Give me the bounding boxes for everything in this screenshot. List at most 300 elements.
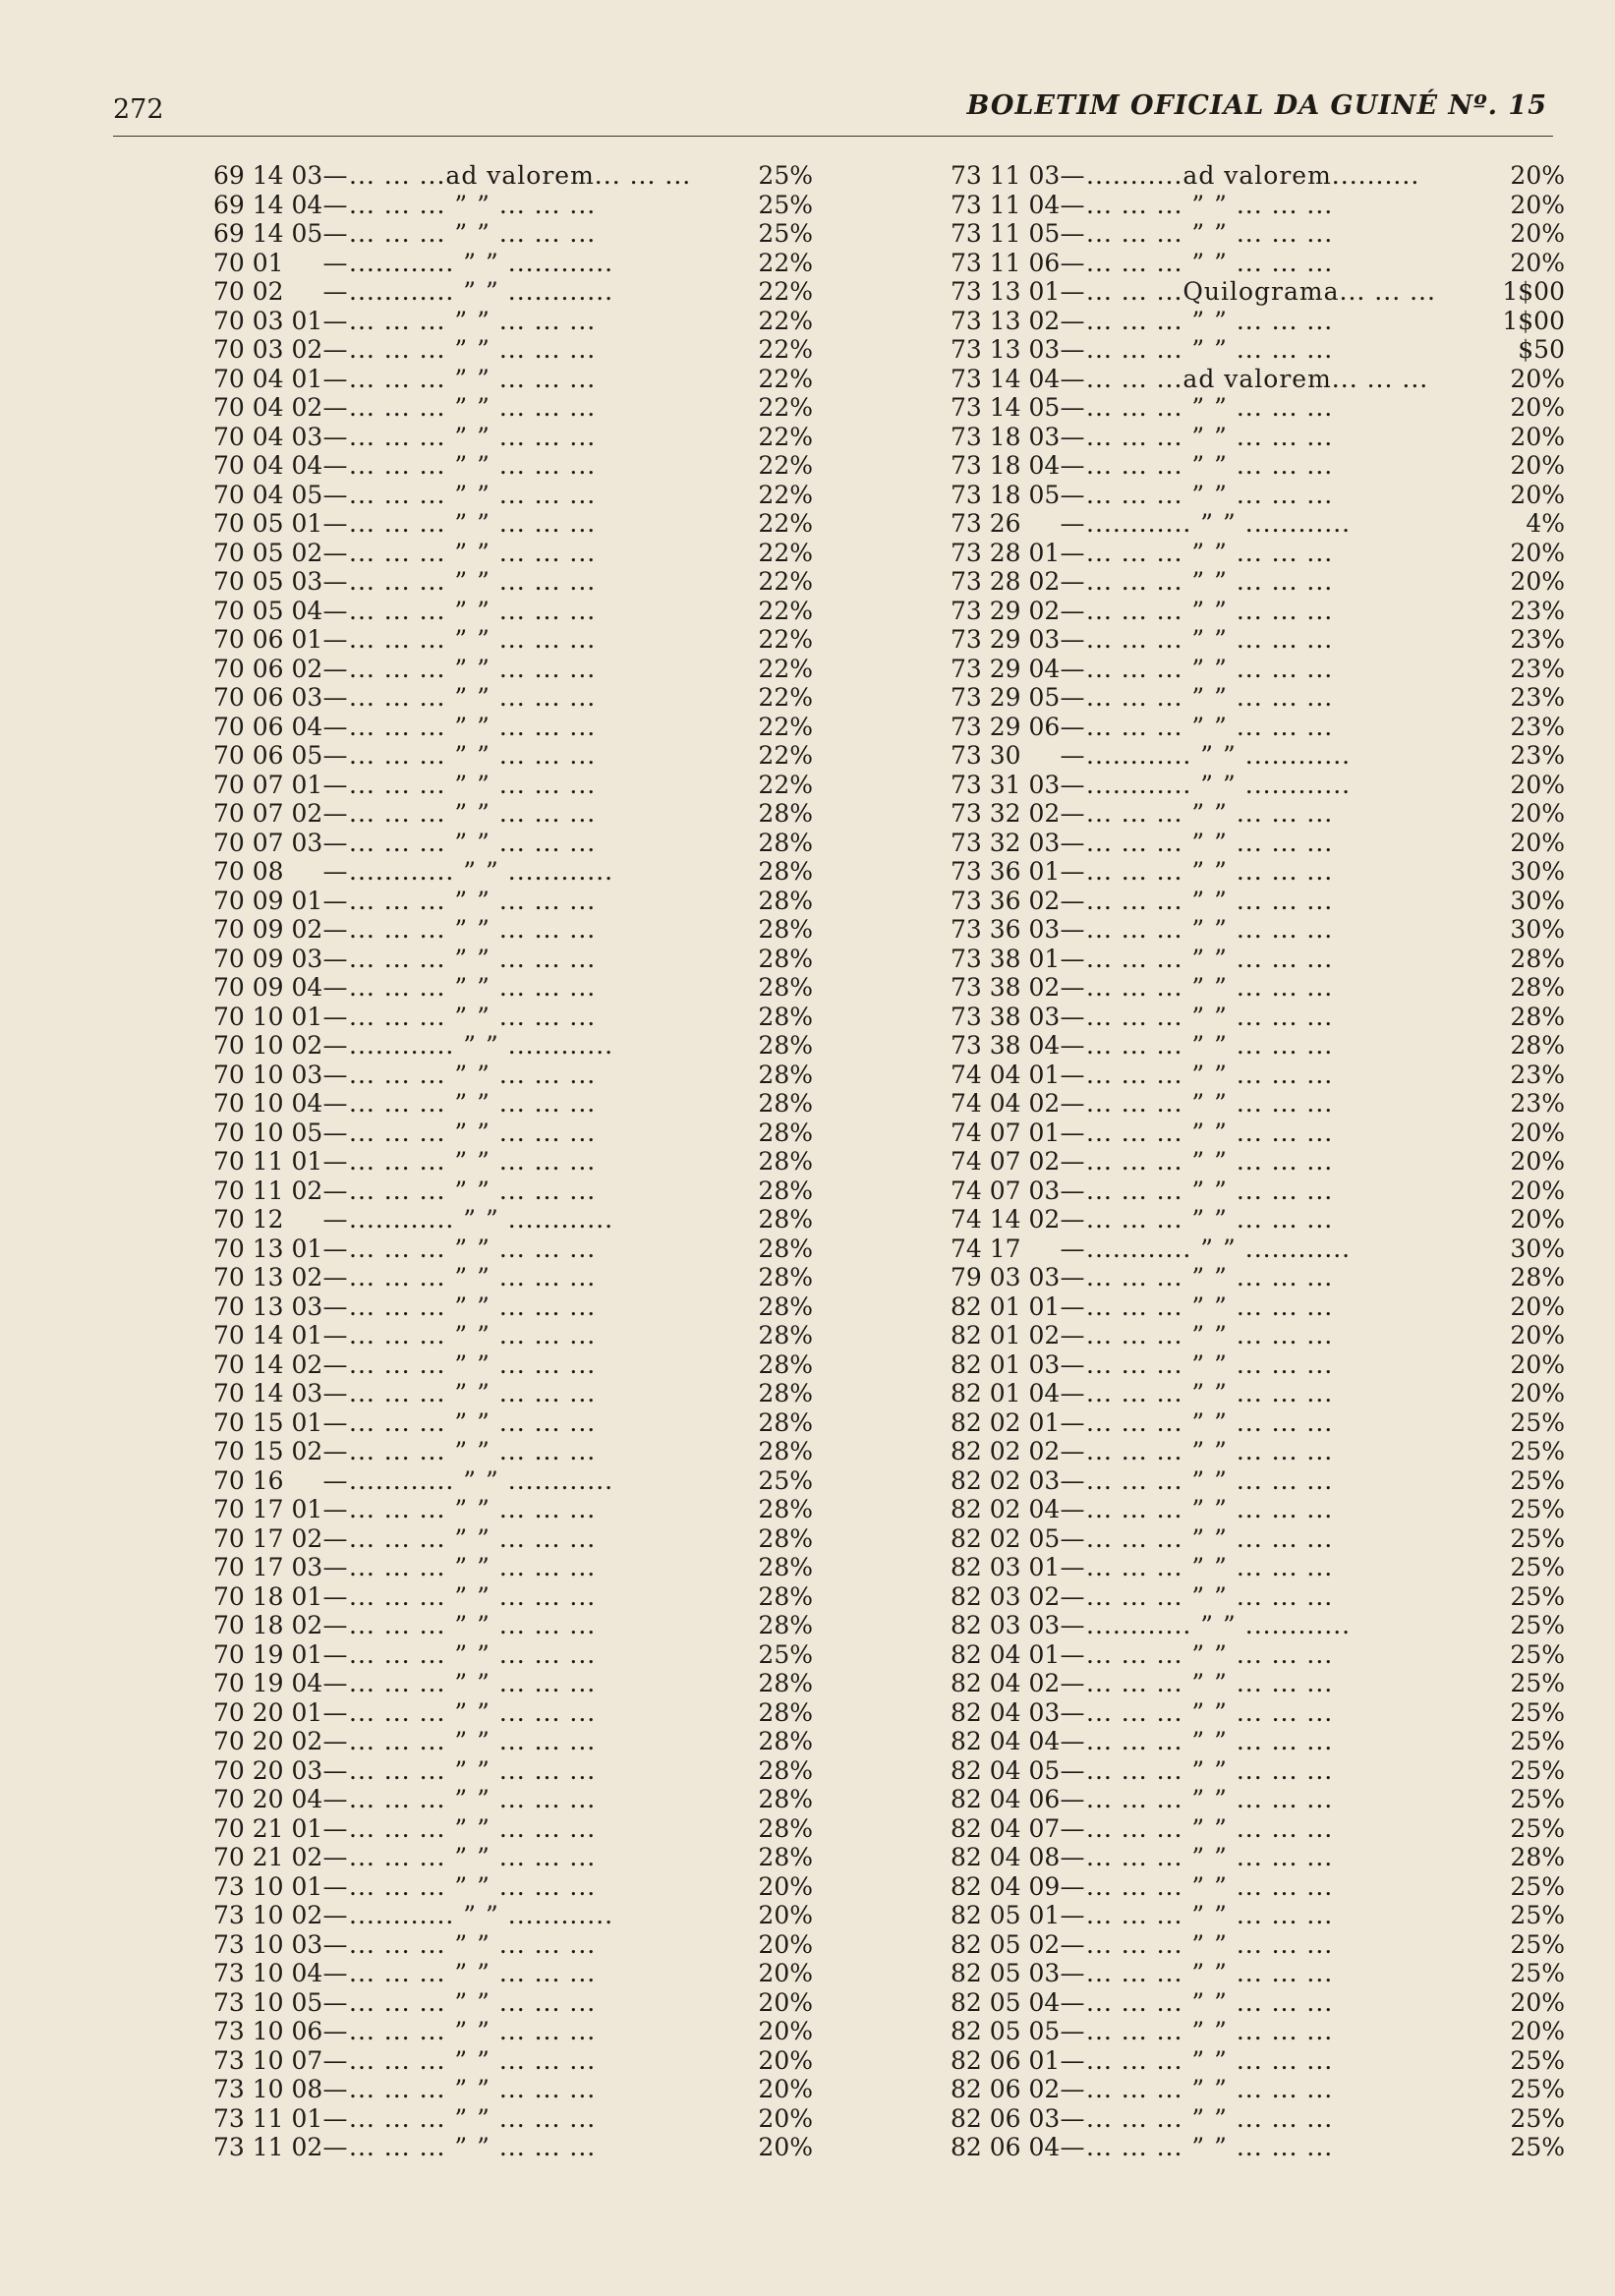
tariff-row <box>951 161 1565 191</box>
tariff-code: 70 10 02 <box>213 1031 323 1060</box>
dash-separator: — <box>322 277 348 306</box>
dash-separator: — <box>1060 973 1085 1002</box>
dash-separator: — <box>322 451 348 480</box>
tariff-description: ... ... ... ” ” ... ... ... <box>349 1118 597 1147</box>
tariff-code: 70 02 <box>213 277 284 306</box>
tariff-description: ... ... ... ” ” ... ... ... <box>1086 915 1334 944</box>
dash-separator: — <box>1060 1465 1085 1495</box>
dash-separator: — <box>322 1755 348 1785</box>
dash-separator: — <box>1060 2045 1085 2075</box>
tariff-row <box>951 655 1565 684</box>
dash-separator: — <box>1060 1060 1085 1089</box>
dash-separator: — <box>322 1379 348 1407</box>
tariff-description: ... ... ... ” ” ... ... ... <box>349 1176 597 1205</box>
tariff-code: 73 11 06 <box>951 248 1061 277</box>
dash-separator: — <box>322 1785 348 1813</box>
dash-separator: — <box>322 1118 348 1147</box>
tariff-code: 70 17 01 <box>213 1495 323 1523</box>
tariff-code: 70 09 02 <box>213 915 323 944</box>
dash-separator: — <box>322 654 348 683</box>
tariff-code: 82 02 03 <box>951 1465 1061 1495</box>
tariff-description: ... ... ... ” ” ... ... ... <box>349 1843 597 1871</box>
dash-separator: — <box>1060 944 1085 973</box>
tariff-code: 70 06 02 <box>213 654 323 683</box>
tariff-description: ... ... ... ” ” ... ... ... <box>349 1697 597 1727</box>
tariff-row <box>951 481 1565 510</box>
tariff-row <box>951 2046 1565 2076</box>
tariff-rate: 22% <box>758 654 813 683</box>
tariff-rate: 28% <box>758 1581 813 1611</box>
tariff-description: ... ... ... ” ” ... ... ... <box>349 625 597 654</box>
tariff-description: ... ... ... ” ” ... ... ... <box>349 1379 597 1407</box>
tariff-code: 70 03 02 <box>213 335 323 364</box>
tariff-description: ... ... ... ” ” ... ... ... <box>1086 393 1334 422</box>
tariff-code: 70 14 03 <box>213 1379 323 1407</box>
tariff-rate: 28% <box>758 1031 813 1060</box>
tariff-row <box>951 2017 1565 2046</box>
tariff-rate: 25% <box>758 219 813 248</box>
tariff-row <box>951 1785 1565 1814</box>
tariff-description: ... ... ... ” ” ... ... ... <box>1086 1205 1334 1234</box>
tariff-description: ... ... ... ” ” ... ... ... <box>1086 1843 1334 1871</box>
tariff-row <box>213 655 813 684</box>
tariff-code: 74 07 02 <box>951 1147 1061 1176</box>
tariff-code: 74 04 01 <box>951 1060 1061 1089</box>
tariff-code: 70 18 02 <box>213 1611 323 1639</box>
tariff-row <box>213 1003 813 1032</box>
tariff-row <box>213 1756 813 1786</box>
tariff-code: 70 11 02 <box>213 1176 323 1205</box>
tariff-row <box>951 2075 1565 2104</box>
tariff-row <box>951 1350 1565 1380</box>
tariff-rate: 20% <box>1510 828 1565 857</box>
dash-separator: — <box>1060 770 1085 799</box>
tariff-description: ... ... ... ” ” ... ... ... <box>1086 1785 1334 1813</box>
tariff-description: ... ... ... ” ” ... ... ... <box>349 538 597 567</box>
dash-separator: — <box>322 1727 348 1755</box>
tariff-row <box>213 1785 813 1814</box>
dash-separator: — <box>1060 1349 1085 1379</box>
tariff-description: ............ ” ” ............ <box>349 1205 614 1234</box>
tariff-rate: 22% <box>758 306 813 335</box>
tariff-code: 82 02 04 <box>951 1495 1061 1523</box>
tariff-code: 82 02 05 <box>951 1523 1061 1553</box>
dash-separator: — <box>322 1843 348 1871</box>
tariff-rate: 20% <box>1510 1118 1565 1147</box>
tariff-rate: 20% <box>1510 1176 1565 1205</box>
tariff-rate: 20% <box>1510 393 1565 422</box>
tariff-rate: 20% <box>1510 567 1565 596</box>
tariff-description: ... ... ... ” ” ... ... ... <box>1086 1959 1334 1987</box>
tariff-code: 73 36 03 <box>951 915 1061 944</box>
tariff-rate: 20% <box>758 2017 813 2045</box>
tariff-description: ... ... ... ” ” ... ... ... <box>349 364 597 393</box>
tariff-description: ... ... ... ” ” ... ... ... <box>349 1234 597 1263</box>
tariff-code: 82 01 03 <box>951 1349 1061 1379</box>
tariff-rate: 28% <box>758 1495 813 1523</box>
tariff-code: 70 16 <box>213 1465 284 1495</box>
tariff-description: ... ... ... ” ” ... ... ... <box>349 2017 597 2045</box>
dash-separator: — <box>322 161 348 190</box>
dash-separator: — <box>322 1349 348 1379</box>
tariff-code: 70 18 01 <box>213 1581 323 1611</box>
tariff-description: ... ... ... ” ” ... ... ... <box>349 1813 597 1843</box>
dash-separator: — <box>322 1697 348 1727</box>
tariff-description: ... ... ... ” ” ... ... ... <box>1086 1407 1334 1437</box>
tariff-code: 82 04 01 <box>951 1639 1061 1669</box>
tariff-description: ... ... ... ” ” ... ... ... <box>349 1959 597 1987</box>
dash-separator: — <box>322 683 348 712</box>
dash-separator: — <box>1060 596 1085 625</box>
tariff-description: ... ... ... ” ” ... ... ... <box>1086 422 1334 451</box>
tariff-description: ... ... ... ” ” ... ... ... <box>349 1755 597 1785</box>
tariff-code: 70 15 01 <box>213 1407 323 1437</box>
tariff-rate: 25% <box>1510 1581 1565 1611</box>
tariff-row <box>951 1292 1565 1322</box>
tariff-description: ... ... ... ” ” ... ... ... <box>349 480 597 509</box>
tariff-description: ... ... ... ” ” ... ... ... <box>349 915 597 944</box>
tariff-description: ... ... ... ” ” ... ... ... <box>349 1611 597 1639</box>
dash-separator: — <box>322 741 348 770</box>
tariff-description: ... ... ... ” ” ... ... ... <box>1086 1060 1334 1089</box>
tariff-row <box>951 1611 1565 1640</box>
tariff-row <box>951 567 1565 597</box>
tariff-row <box>213 771 813 800</box>
tariff-row <box>951 1089 1565 1119</box>
tariff-description: ... ... ... ” ” ... ... ... <box>1086 1755 1334 1785</box>
tariff-description: ... ... ... ” ” ... ... ... <box>1086 567 1334 596</box>
tariff-code: 82 06 04 <box>951 2133 1061 2161</box>
tariff-code: 73 10 06 <box>213 2017 323 2045</box>
dash-separator: — <box>322 625 348 654</box>
tariff-rate: 28% <box>758 1002 813 1031</box>
tariff-code: 82 05 01 <box>951 1901 1061 1929</box>
tariff-description: ... ... ... ” ” ... ... ... <box>1086 1523 1334 1553</box>
tariff-description: ... ... ... ” ” ... ... ... <box>349 393 597 422</box>
tariff-code: 82 05 03 <box>951 1959 1061 1987</box>
tariff-row <box>951 625 1565 655</box>
tariff-row <box>951 1495 1565 1524</box>
tariff-row <box>213 335 813 365</box>
tariff-row <box>951 1582 1565 1612</box>
tariff-description: ... ... ... ” ” ... ... ... <box>1086 190 1334 219</box>
tariff-code: 73 13 01 <box>951 277 1061 306</box>
tariff-code: 70 05 02 <box>213 538 323 567</box>
tariff-rate: 22% <box>758 335 813 364</box>
tariff-code: 82 06 01 <box>951 2045 1061 2075</box>
tariff-description: ... ... ...Quilograma... ... ... <box>1086 277 1436 306</box>
tariff-row <box>213 625 813 655</box>
tariff-code: 70 19 01 <box>213 1639 323 1669</box>
tariff-rate: 25% <box>1510 1437 1565 1465</box>
tariff-description: ... ... ... ” ” ... ... ... <box>349 828 597 857</box>
dash-separator: — <box>1060 2133 1085 2161</box>
tariff-rate: 25% <box>758 1639 813 1669</box>
tariff-description: ... ... ... ” ” ... ... ... <box>349 2045 597 2075</box>
tariff-code: 73 38 01 <box>951 944 1061 973</box>
tariff-row <box>951 741 1565 771</box>
tariff-row <box>213 1408 813 1438</box>
tariff-code: 70 10 01 <box>213 1002 323 1031</box>
tariff-row <box>213 1611 813 1640</box>
tariff-description: ... ... ... ” ” ... ... ... <box>349 451 597 480</box>
tariff-row <box>213 915 813 945</box>
tariff-rate: 28% <box>758 1147 813 1176</box>
dash-separator: — <box>322 509 348 538</box>
tariff-description: ... ... ... ” ” ... ... ... <box>349 1639 597 1669</box>
tariff-description: ... ... ... ” ” ... ... ... <box>1086 1495 1334 1523</box>
tariff-code: 73 36 02 <box>951 886 1061 915</box>
tariff-description: ... ... ... ” ” ... ... ... <box>1086 944 1334 973</box>
tariff-code: 73 38 03 <box>951 1002 1061 1031</box>
publication-title: BOLETIM OFICIAL DA GUINÉ Nº. 15 <box>966 90 1547 121</box>
tariff-row <box>951 887 1565 916</box>
tariff-code: 82 01 01 <box>951 1292 1061 1321</box>
tariff-row <box>213 1350 813 1380</box>
tariff-row <box>951 1466 1565 1496</box>
dash-separator: — <box>1060 1987 1085 2017</box>
tariff-rate: 22% <box>758 393 813 422</box>
tariff-description: ... ... ... ” ” ... ... ... <box>1086 1669 1334 1697</box>
tariff-code: 73 10 08 <box>213 2075 323 2103</box>
tariff-row <box>951 2133 1565 2162</box>
tariff-row <box>213 365 813 394</box>
tariff-description: ... ... ... ” ” ... ... ... <box>349 306 597 335</box>
tariff-description: ... ... ... ” ” ... ... ... <box>349 886 597 915</box>
tariff-description: ... ... ... ” ” ... ... ... <box>349 770 597 799</box>
tariff-rate: 30% <box>1510 886 1565 915</box>
dash-separator: — <box>1060 712 1085 741</box>
tariff-code: 70 04 02 <box>213 393 323 422</box>
tariff-code: 82 06 02 <box>951 2075 1061 2103</box>
dash-separator: — <box>322 1437 348 1465</box>
tariff-row <box>213 829 813 858</box>
tariff-code: 70 10 04 <box>213 1089 323 1118</box>
page-number: 272 <box>113 94 164 125</box>
tariff-code: 79 03 03 <box>951 1263 1061 1292</box>
tariff-rate: 25% <box>758 1465 813 1495</box>
tariff-rate: 28% <box>758 1321 813 1349</box>
tariff-description: ... ... ... ” ” ... ... ... <box>349 712 597 741</box>
tariff-rate: 23% <box>1510 712 1565 741</box>
tariff-row <box>213 2046 813 2076</box>
tariff-row <box>951 1814 1565 1844</box>
tariff-rate: 28% <box>758 1553 813 1581</box>
tariff-rate: 20% <box>1510 1321 1565 1349</box>
tariff-description: ... ... ... ” ” ... ... ... <box>1086 1147 1334 1176</box>
tariff-rate: 20% <box>1510 422 1565 451</box>
tariff-code: 69 14 03 <box>213 161 323 190</box>
tariff-description: ... ... ... ” ” ... ... ... <box>1086 2133 1334 2161</box>
dash-separator: — <box>1060 625 1085 654</box>
tariff-code: 73 18 04 <box>951 451 1061 480</box>
tariff-description: ... ... ... ” ” ... ... ... <box>1086 712 1334 741</box>
tariff-row <box>213 1988 813 2018</box>
tariff-description: ... ... ... ” ” ... ... ... <box>349 1263 597 1292</box>
tariff-rate: 1$00 <box>1502 306 1565 335</box>
tariff-row <box>213 393 813 423</box>
tariff-description: ...........ad valorem.......... <box>1086 161 1420 190</box>
dash-separator: — <box>322 1669 348 1697</box>
dash-separator: — <box>1060 219 1085 248</box>
tariff-row <box>213 2104 813 2134</box>
tariff-description: ... ... ... ” ” ... ... ... <box>1086 683 1334 712</box>
tariff-rate: 28% <box>1510 944 1565 973</box>
dash-separator: — <box>1060 1639 1085 1669</box>
dash-separator: — <box>322 1263 348 1292</box>
tariff-rate: 28% <box>758 1349 813 1379</box>
dash-separator: — <box>322 1523 348 1553</box>
dash-separator: — <box>1060 1901 1085 1929</box>
tariff-row <box>213 1119 813 1148</box>
dash-separator: — <box>1060 567 1085 596</box>
dash-separator: — <box>1060 1002 1085 1031</box>
dash-separator: — <box>322 2075 348 2103</box>
tariff-rate: 28% <box>758 1611 813 1639</box>
tariff-description: ............ ” ” ............ <box>349 1901 614 1929</box>
tariff-row <box>213 1669 813 1698</box>
tariff-description: ... ... ... ” ” ... ... ... <box>349 1581 597 1611</box>
tariff-row <box>213 1263 813 1292</box>
tariff-row <box>213 307 813 336</box>
tariff-description: ... ... ... ” ” ... ... ... <box>1086 335 1334 364</box>
tariff-code: 70 05 04 <box>213 596 323 625</box>
dash-separator: — <box>1060 393 1085 422</box>
dash-separator: — <box>1060 161 1085 190</box>
tariff-row <box>951 945 1565 974</box>
tariff-code: 73 38 04 <box>951 1031 1061 1060</box>
tariff-row <box>951 423 1565 452</box>
dash-separator: — <box>322 1407 348 1437</box>
dash-separator: — <box>322 944 348 973</box>
dash-separator: — <box>1060 799 1085 828</box>
tariff-code: 82 04 05 <box>951 1755 1061 1785</box>
tariff-description: ... ... ... ” ” ... ... ... <box>1086 451 1334 480</box>
dash-separator: — <box>322 422 348 451</box>
tariff-description: ... ... ... ” ” ... ... ... <box>1086 1002 1334 1031</box>
tariff-code: 73 10 04 <box>213 1959 323 1987</box>
tariff-code: 70 01 <box>213 248 284 277</box>
tariff-row <box>213 1582 813 1612</box>
tariff-description: ... ... ... ” ” ... ... ... <box>1086 973 1334 1002</box>
tariff-row <box>213 857 813 887</box>
tariff-description: ... ... ... ” ” ... ... ... <box>1086 1871 1334 1901</box>
tariff-description: ... ... ... ” ” ... ... ... <box>349 190 597 219</box>
tariff-row <box>213 423 813 452</box>
dash-separator: — <box>1060 1785 1085 1813</box>
tariff-row <box>951 857 1565 887</box>
dash-separator: — <box>1060 828 1085 857</box>
tariff-code: 82 04 03 <box>951 1697 1061 1727</box>
tariff-code: 69 14 04 <box>213 190 323 219</box>
tariff-rate: 20% <box>758 1929 813 1959</box>
tariff-code: 73 13 03 <box>951 335 1061 364</box>
tariff-rate: 20% <box>1510 248 1565 277</box>
tariff-row <box>951 2104 1565 2134</box>
tariff-description: ... ... ... ” ” ... ... ... <box>349 1089 597 1118</box>
tariff-description: ... ... ... ” ” ... ... ... <box>349 1929 597 1959</box>
tariff-code: 73 28 02 <box>951 567 1061 596</box>
dash-separator: — <box>322 1959 348 1987</box>
left-column-tariff-list <box>213 161 813 2162</box>
dash-separator: — <box>1060 1929 1085 1959</box>
dash-separator: — <box>322 1234 348 1263</box>
dash-separator: — <box>1060 2075 1085 2103</box>
tariff-rate: 22% <box>758 712 813 741</box>
tariff-rate: 22% <box>758 538 813 567</box>
tariff-code: 70 14 02 <box>213 1349 323 1379</box>
tariff-rate: 25% <box>1510 1813 1565 1843</box>
tariff-row <box>213 1872 813 1902</box>
tariff-rate: 28% <box>758 1843 813 1871</box>
tariff-code: 73 18 03 <box>951 422 1061 451</box>
tariff-rate: 28% <box>758 1755 813 1785</box>
tariff-description: ... ... ... ” ” ... ... ... <box>1086 480 1334 509</box>
dash-separator: — <box>322 1901 348 1929</box>
tariff-row <box>213 1031 813 1061</box>
tariff-description: ... ... ... ” ” ... ... ... <box>1086 2103 1334 2133</box>
tariff-rate: 25% <box>1510 1871 1565 1901</box>
tariff-rate: 20% <box>758 2103 813 2133</box>
tariff-description: ... ... ... ” ” ... ... ... <box>349 1321 597 1349</box>
dash-separator: — <box>322 1060 348 1089</box>
tariff-row <box>951 1669 1565 1698</box>
tariff-row <box>951 249 1565 278</box>
dash-separator: — <box>1060 306 1085 335</box>
tariff-code: 82 02 01 <box>951 1407 1061 1437</box>
dash-separator: — <box>1060 857 1085 886</box>
dash-separator: — <box>1060 1031 1085 1060</box>
tariff-code: 74 17 <box>951 1234 1021 1263</box>
dash-separator: — <box>322 1553 348 1581</box>
tariff-description: ... ... ... ” ” ... ... ... <box>1086 857 1334 886</box>
tariff-row <box>951 1872 1565 1902</box>
tariff-code: 73 29 02 <box>951 596 1061 625</box>
tariff-description: ............ ” ” ............ <box>1086 741 1352 770</box>
tariff-description: ............ ” ” ............ <box>1086 1611 1352 1639</box>
dash-separator: — <box>1060 1292 1085 1321</box>
tariff-code: 82 01 02 <box>951 1321 1061 1349</box>
dash-separator: — <box>322 2103 348 2133</box>
tariff-code: 70 20 01 <box>213 1697 323 1727</box>
tariff-row <box>213 1147 813 1177</box>
tariff-code: 73 32 03 <box>951 828 1061 857</box>
tariff-description: ............ ” ” ............ <box>349 1031 614 1060</box>
tariff-row <box>213 1177 813 1206</box>
tariff-row <box>213 1379 813 1408</box>
tariff-row <box>951 1379 1565 1408</box>
dash-separator: — <box>1060 1843 1085 1871</box>
tariff-rate: 25% <box>1510 2075 1565 2103</box>
tariff-code: 82 05 04 <box>951 1987 1061 2017</box>
tariff-row <box>951 1756 1565 1786</box>
tariff-code: 74 07 01 <box>951 1118 1061 1147</box>
tariff-code: 82 01 04 <box>951 1379 1061 1407</box>
tariff-row <box>951 1437 1565 1466</box>
dash-separator: — <box>322 1581 348 1611</box>
dash-separator: — <box>322 567 348 596</box>
tariff-row <box>951 1988 1565 2018</box>
tariff-rate: 28% <box>1510 1002 1565 1031</box>
tariff-row <box>213 1640 813 1670</box>
tariff-code: 82 04 06 <box>951 1785 1061 1813</box>
tariff-rate: 25% <box>1510 1639 1565 1669</box>
tariff-row <box>951 1321 1565 1350</box>
tariff-rate: 20% <box>758 1959 813 1987</box>
tariff-description: ... ... ... ” ” ... ... ... <box>349 683 597 712</box>
tariff-row <box>213 683 813 713</box>
tariff-description: ... ... ... ” ” ... ... ... <box>349 1871 597 1901</box>
